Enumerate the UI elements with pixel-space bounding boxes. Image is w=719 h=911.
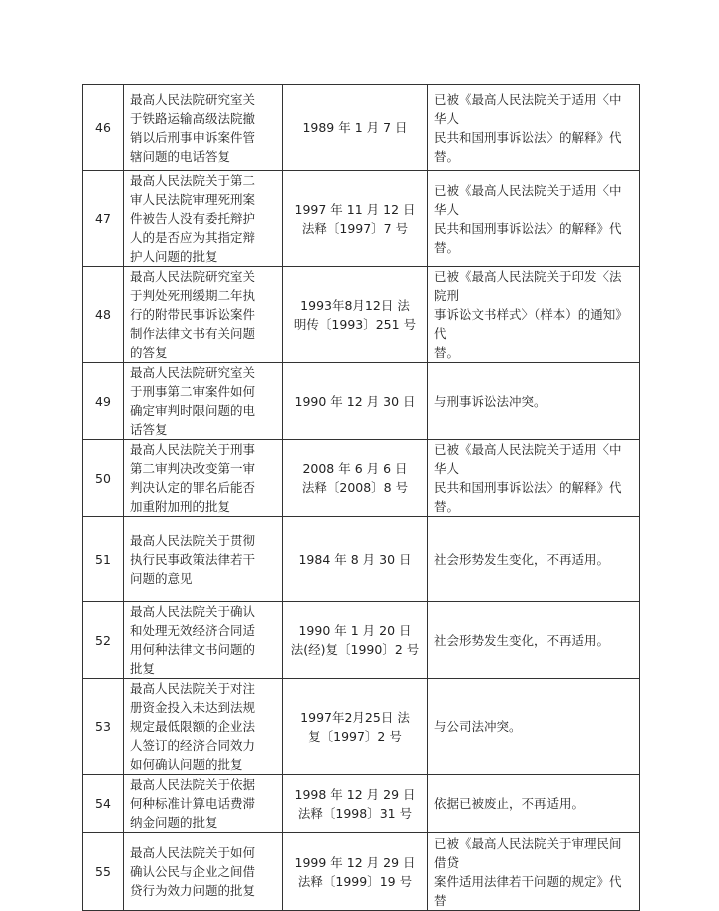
issue-date: 2008 年 6 月 6 日 法释〔2008〕8 号 [283, 440, 428, 517]
repeal-reason: 已被《最高人民法院关于适用〈中华人 民共和国刑事诉讼法〉的解释》代替。 [428, 85, 640, 171]
document-title: 最高人民法院关于第二 审人民法院审理死刑案 件被告人没有委托辩护 人的是否应为其指定辩 护人问题的批复 [124, 171, 283, 267]
issue-date: 1990 年 1 月 20 日 法(经)复〔1990〕2 号 [283, 602, 428, 679]
row-number: 50 [83, 440, 124, 517]
repeal-reason: 已被《最高人民法院关于审理民间借贷 案件适用法律若干问题的规定》代替 [428, 833, 640, 911]
issue-date: 1997 年 11 月 12 日 法释〔1997〕7 号 [283, 171, 428, 267]
table-row [83, 775, 640, 833]
repeal-reason: 依据已被废止，不再适用。 [428, 775, 640, 833]
table-row [83, 171, 640, 267]
table-row [83, 267, 640, 363]
issue-date: 1997年2月25日 法 复〔1997〕2 号 [283, 679, 428, 775]
repeal-reason: 已被《最高人民法院关于适用〈中华人 民共和国刑事诉讼法〉的解释》代替。 [428, 440, 640, 517]
table-row [83, 602, 640, 679]
document-title: 最高人民法院研究室关 于刑事第二审案件如何 确定审判时限问题的电 话答复 [124, 363, 283, 440]
document-title: 最高人民法院关于对注 册资金投入未达到法规 规定最低限额的企业法 人签订的经济合同效力 如何确认问题的批复 [124, 679, 283, 775]
table-row [83, 85, 640, 171]
row-number: 53 [83, 679, 124, 775]
table-row [83, 833, 640, 911]
row-number: 48 [83, 267, 124, 363]
repeal-reason: 与刑事诉讼法冲突。 [428, 363, 640, 440]
document-title: 最高人民法院关于贯彻 执行民事政策法律若干 问题的意见 [124, 517, 283, 602]
table-row [83, 363, 640, 440]
repeal-table [82, 84, 640, 911]
table-row [83, 517, 640, 602]
document-title: 最高人民法院关于确认 和处理无效经济合同适 用何种法律文书问题的 批复 [124, 602, 283, 679]
issue-date: 1990 年 12 月 30 日 [283, 363, 428, 440]
repeal-reason: 已被《最高人民法院关于印发〈法院刑 事诉讼文书样式〉（样本）的通知》代 替。 [428, 267, 640, 363]
document-title: 最高人民法院关于如何 确认公民与企业之间借 贷行为效力问题的批复 [124, 833, 283, 911]
issue-date: 1998 年 12 月 29 日 法释〔1998〕31 号 [283, 775, 428, 833]
issue-date: 1993年8月12日 法 明传〔1993〕251 号 [283, 267, 428, 363]
issue-date: 1999 年 12 月 29 日 法释〔1999〕19 号 [283, 833, 428, 911]
row-number: 47 [83, 171, 124, 267]
table-row [83, 679, 640, 775]
row-number: 52 [83, 602, 124, 679]
document-title: 最高人民法院关于依据 何种标准计算电话费滞 纳金问题的批复 [124, 775, 283, 833]
row-number: 46 [83, 85, 124, 171]
row-number: 55 [83, 833, 124, 911]
row-number: 51 [83, 517, 124, 602]
issue-date: 1984 年 8 月 30 日 [283, 517, 428, 602]
repeal-reason: 社会形势发生变化，不再适用。 [428, 602, 640, 679]
issue-date: 1989 年 1 月 7 日 [283, 85, 428, 171]
row-number: 49 [83, 363, 124, 440]
document-title: 最高人民法院关于刑事 第二审判决改变第一审 判决认定的罪名后能否 加重附加刑的批复 [124, 440, 283, 517]
repeal-reason: 与公司法冲突。 [428, 679, 640, 775]
table-row [83, 440, 640, 517]
repeal-reason: 已被《最高人民法院关于适用〈中华人 民共和国刑事诉讼法〉的解释》代替。 [428, 171, 640, 267]
repeal-reason: 社会形势发生变化，不再适用。 [428, 517, 640, 602]
document-title: 最高人民法院研究室关 于判处死刑缓期二年执 行的附带民事诉讼案件 制作法律文书有关问题 的答复 [124, 267, 283, 363]
document-title: 最高人民法院研究室关 于铁路运输高级法院撤 销以后刑事申诉案件管 辖问题的电话答复 [124, 85, 283, 171]
row-number: 54 [83, 775, 124, 833]
